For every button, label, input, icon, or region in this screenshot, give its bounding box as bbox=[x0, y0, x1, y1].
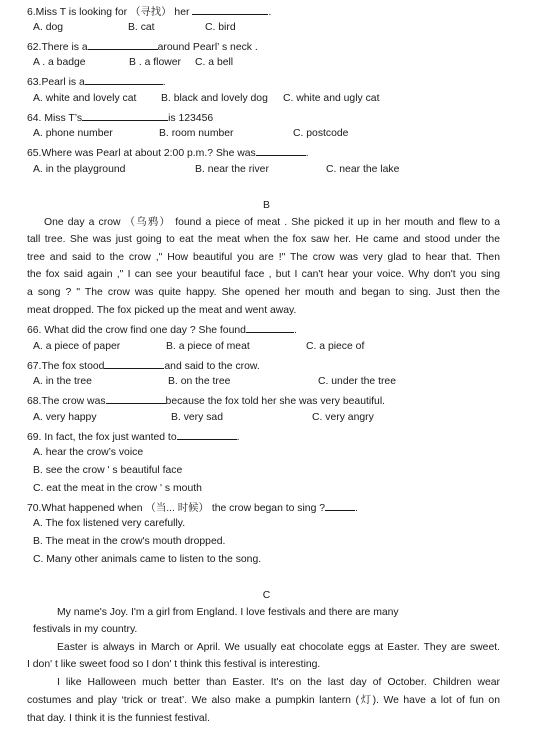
option-c: C. bird bbox=[205, 22, 236, 33]
answer-blank[interactable] bbox=[246, 322, 294, 333]
option-b: B. a piece of meat bbox=[166, 341, 250, 352]
passage-line: that day. I think it is the funniest festival. bbox=[27, 713, 210, 724]
passage-line: I don' t like sweet food so I don' t think this festival is interesting. bbox=[27, 659, 321, 670]
question-64: 64. Miss T’s is 123456 bbox=[27, 110, 213, 125]
answer-blank[interactable] bbox=[104, 358, 164, 369]
option-b: B. see the crow ' s beautiful face bbox=[33, 465, 183, 476]
option-c: C. near the lake bbox=[326, 164, 400, 175]
question-67: 67.The fox stood and said to the crow. bbox=[27, 358, 260, 373]
question-62: 62.There is a around Pearl’ s neck . bbox=[27, 39, 258, 54]
answer-blank[interactable] bbox=[88, 39, 158, 50]
option-b: B . a flower bbox=[129, 57, 181, 68]
option-a: A. in the playground bbox=[33, 164, 126, 175]
passage-line: One day a crow （乌鸦） found a piece of meat . She picked it up in her mouth and flew to a bbox=[44, 217, 500, 228]
answer-blank[interactable] bbox=[85, 74, 163, 85]
option-a: A. hear the crow’s voice bbox=[33, 447, 144, 458]
passage-line: costumes and play ‘trick or treat’. We also make a pumpkin lantern (灯). We have a lot of fun on bbox=[27, 695, 500, 706]
option-c: C. a bell bbox=[195, 57, 234, 68]
option-b: B. cat bbox=[128, 22, 155, 33]
option-c: C. very angry bbox=[312, 412, 374, 423]
answer-blank[interactable] bbox=[177, 429, 237, 440]
option-c: C. eat the meat in the crow ' s mouth bbox=[33, 483, 202, 494]
option-a: A. white and lovely cat bbox=[33, 93, 137, 104]
passage-line: Easter is always in March or April. We usually eat chocolate eggs at Easter. They are sweet. bbox=[57, 642, 500, 653]
option-a: A. very happy bbox=[33, 412, 97, 423]
option-a: A . a badge bbox=[33, 57, 86, 68]
passage-line: My name's Joy. I'm a girl from England. I love festivals and there are many bbox=[57, 607, 399, 618]
passage-line: festivals in my country. bbox=[33, 624, 138, 635]
passage-line: I like Halloween much better than Easter. It's on the last day of October. Children wear bbox=[57, 677, 500, 688]
option-c: C. a piece of bbox=[306, 341, 365, 352]
option-a: A. in the tree bbox=[33, 376, 92, 387]
answer-blank[interactable] bbox=[256, 145, 306, 156]
option-c: C. under the tree bbox=[318, 376, 396, 387]
question-65: 65.Where was Pearl at about 2:00 p.m.? She was . bbox=[27, 145, 309, 160]
option-c: C. Many other animals came to listen to the song. bbox=[33, 554, 262, 565]
passage-line: the fox said again ," I can see your beautiful face , but I can't hear your voice. Why don't you sing bbox=[27, 269, 500, 280]
option-a: A. The fox listened very carefully. bbox=[33, 518, 186, 529]
option-b: B. very sad bbox=[171, 412, 223, 423]
question-68: 68.The crow was because the fox told her she was very beautiful. bbox=[27, 393, 385, 408]
question-60: 6.Miss T is looking for （寻找） her . bbox=[27, 4, 271, 19]
passage-line: tree and said to the crow ," How beautiful you are !" The crow was very glad to hear that. Then bbox=[27, 252, 500, 263]
option-c: C. white and ugly cat bbox=[283, 93, 380, 104]
option-c: C. postcode bbox=[293, 128, 349, 139]
question-66: 66. What did the crow find one day ? She found . bbox=[27, 322, 297, 337]
question-text: 6.Miss T is looking for （寻找） her bbox=[27, 7, 190, 18]
answer-blank[interactable] bbox=[325, 500, 355, 511]
question-63: 63.Pearl is a . bbox=[27, 74, 166, 89]
option-b: B. The meat in the crow's mouth dropped. bbox=[33, 536, 226, 547]
question-69: 69. In fact, the fox just wanted to . bbox=[27, 429, 240, 444]
passage-line: tall tree. She was just going to eat the meat when the fox saw her. He came and stood under the bbox=[27, 234, 500, 245]
question-70: 70.What happened when （当... 时候） the crow began to sing ? . bbox=[27, 500, 358, 515]
passage-line: meat dropped. The fox picked up the meat and went away. bbox=[27, 305, 297, 316]
option-a: A. dog bbox=[33, 22, 64, 33]
section-heading-c: C bbox=[262, 590, 271, 601]
answer-blank[interactable] bbox=[106, 393, 166, 404]
section-heading-b: B bbox=[263, 200, 270, 211]
passage-line: a song ? " The crow was quite happy. She opened her mouth and began to sing. Just then the bbox=[27, 287, 500, 298]
option-b: B. on the tree bbox=[168, 376, 231, 387]
option-a: A. phone number bbox=[33, 128, 113, 139]
option-b: B. black and lovely dog bbox=[161, 93, 268, 104]
answer-blank[interactable] bbox=[82, 110, 168, 121]
answer-blank[interactable] bbox=[192, 4, 268, 15]
option-b: B. room number bbox=[159, 128, 234, 139]
option-b: B. near the river bbox=[195, 164, 269, 175]
option-a: A. a piece of paper bbox=[33, 341, 121, 352]
